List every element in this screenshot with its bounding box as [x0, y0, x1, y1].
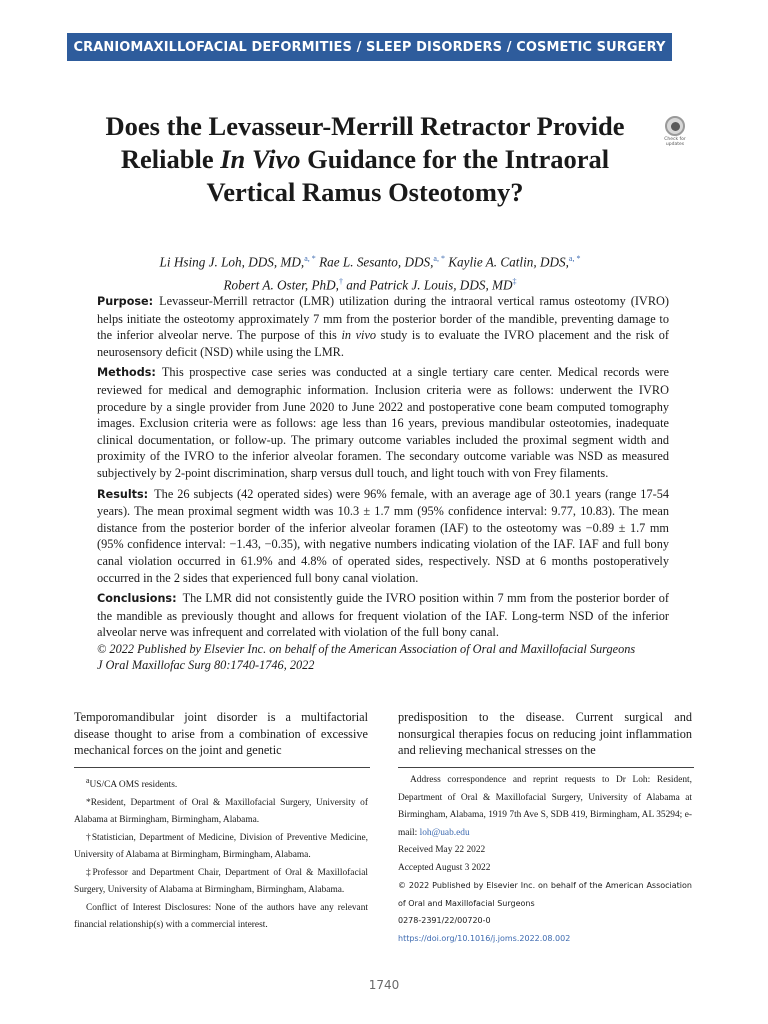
footnotes-right — [398, 772, 692, 947]
footnote-copyright: © 2022 Published by Elsevier Inc. on behalf of the American Association of Oral and Maxillofacial Surgeons — [398, 881, 692, 908]
purpose-text-b: study is to evaluate the IVRO placement and the risk of neurosensory deficit (NSD) while using the LMR. — [97, 328, 670, 359]
abstract-copyright: © 2022 Published by Elsevier Inc. on behalf of the American Association of Oral and Maxillofacial Surgeons — [97, 641, 636, 656]
author-line-1 — [90, 249, 650, 272]
methods-text: This prospective case series was conducted at a single tertiary care center. Medical records were reviewed for medical and demographic information. Inclusion criteria were as follows: underwent the IVRO procedure by a single provider from June 2020 to June 2022 and postoperative cone beam computed tomography images. Exclusion criteria were as follows: age less than 16 years, previous mandibular osteotomies, inadequate clinical documentation, or follow-up. The primary outcome variables included the proximal segment width and proximity of the IVRO to the inferior alveolar foramen. The secondary outcome variable was NSD as measured subjectively by 2-point discrimination, sharp versus dull touch, and light touch with von Frey filaments. — [97, 365, 669, 480]
footnote-residents-marker: a — [86, 776, 90, 785]
received-date: Received May 22 2022 — [398, 845, 486, 855]
results-text: The 26 subjects (42 operated sides) were 96% female, with an average age of 30.1 years (range 17-54 years). The mean proximal segment width was 10.3 ± 1.7 mm (95% confidence interval: 9.77, 10.83). The mean distance from the posterior border of the inferior alveolar foramen (IAF) to the osteotomy was −0.89 ± 1.7 mm (95% confidence interval: −1.43, −0.35), with negative numbers indicating violation of the IAF. IAF and full bony canal violation occurred in 61.9% and 4.8% of operated sides, respectively. NSD at 6 months postoperatively occurred in the 2 sides that experienced full bony canal violation. — [97, 486, 669, 585]
abstract-results — [97, 486, 669, 587]
footnote-divider-right — [398, 767, 694, 768]
author-4-affil[interactable]: † — [338, 277, 343, 287]
footnote-statistician: †Statistician, Department of Medicine, Division of Preventive Medicine, University of Alabama at Birmingham, Birmingham, Alabama. — [74, 832, 368, 861]
author-1: Li Hsing J. Loh, DDS, MD, — [159, 254, 305, 270]
section-banner: CRANIOMAXILLOFACIAL DEFORMITIES / SLEEP DISORDERS / COSMETIC SURGERY — [67, 33, 672, 61]
body-text-left: Temporomandibular joint disorder is a multifactorial disease thought to arise from a combination of excessive mechanical forces on the joint and genetic — [74, 710, 368, 758]
accepted-date: Accepted August 3 2022 — [398, 862, 491, 873]
purpose-label: Purpose: — [97, 295, 154, 308]
article-title — [95, 110, 635, 209]
check-for-updates-badge[interactable] — [660, 116, 690, 150]
conclusions-text: The LMR did not consistently guide the IVRO position within 7 mm from the posterior border of the mandible as previously thought and allows for frequent violation of the IAF. Long-term NSD of the inferior alveolar nerve was infrequent and correlated with violation of the full bony canal. — [97, 591, 669, 640]
conclusions-label: Conclusions: — [97, 592, 177, 606]
page-number: 1740 — [368, 978, 400, 992]
footnote-resident-affiliation: *Resident, Department of Oral & Maxillofacial Surgery, University of Alabama at Birmingham, Birmingham, Alabama. — [74, 797, 368, 826]
footnotes-left — [74, 772, 368, 935]
author-1-affil[interactable]: a, * — [304, 254, 316, 263]
footnote-residents-text: US/CA OMS residents. — [89, 780, 178, 791]
footnote-residents — [74, 772, 368, 795]
results-label: Results: — [97, 487, 149, 501]
issn: 0278-2391/22/00720-0 — [398, 916, 491, 925]
author-3-affil[interactable]: a, * — [568, 254, 581, 263]
author-5-affil[interactable]: ‡ — [512, 277, 517, 287]
correspondence-text: Address correspondence and reprint requests to Dr Loh: Resident, Department of Oral & Maxillofacial Surgery, University of Alabama at Birmingham, Alabama, 1919 7th Ave S, SDB 419, Birmingham, AL 35294; e-mail: — [398, 775, 692, 838]
abstract-methods — [97, 364, 669, 481]
journal-citation: J Oral Maxillofac Surg 80:1740-1746, 2022 — [97, 658, 315, 673]
footnote-professor: ‡Professor and Department Chair, Department of Oral & Maxillofacial Surgery, University of Alabama at Birmingham, Birmingham, Alabama. — [74, 867, 368, 896]
author-2-affil[interactable]: a, * — [433, 254, 445, 263]
title-italic: In Vivo — [220, 144, 301, 174]
correspondence-address — [398, 772, 692, 842]
email-link[interactable]: loh@uab.edu — [419, 827, 470, 838]
author-2: Rae L. Sesanto, DDS, — [315, 254, 434, 270]
author-3: Kaylie A. Catlin, DDS, — [444, 254, 569, 270]
abstract-purpose — [97, 293, 669, 360]
title-part-2: Guidance for the Intraoral Vertical Ramus Osteotomy? — [206, 144, 610, 207]
footnote-conflict-of-interest: Conflict of Interest Disclosures: None of the authors have any relevant financial relationship(s) with a commercial interest. — [74, 902, 368, 931]
footnote-divider-left — [74, 767, 370, 768]
author-4: Robert A. Oster, PhD, — [223, 277, 339, 293]
author-5: and Patrick J. Louis, DDS, MD — [342, 277, 513, 293]
update-badge-caption: Check for updates — [664, 137, 686, 147]
methods-label: Methods: — [97, 366, 156, 380]
purpose-text-a: Levasseur-Merrill retractor (LMR) utilization during the intraoral vertical ramus osteotomy (IVRO) helps initiate the osteotomy approximately 7 mm from the posterior border of the mandible, preventing damage to the inferior alveolar nerve. The purpose of this — [97, 294, 669, 343]
abstract-conclusions — [97, 590, 669, 641]
author-list — [90, 249, 650, 296]
title-part-1: Does the Levasseur-Merrill Retractor Provide Reliable — [105, 111, 625, 174]
update-badge-icon — [665, 116, 685, 136]
abstract — [97, 293, 669, 674]
body-text-right: predisposition to the disease. Current surgical and nonsurgical therapies focus on reducing joint inflammation and relieving mechanical stresses on the — [398, 710, 692, 758]
purpose-text-italic: in vivo — [341, 328, 377, 343]
doi-link[interactable]: https://doi.org/10.1016/j.joms.2022.08.002 — [398, 933, 571, 943]
